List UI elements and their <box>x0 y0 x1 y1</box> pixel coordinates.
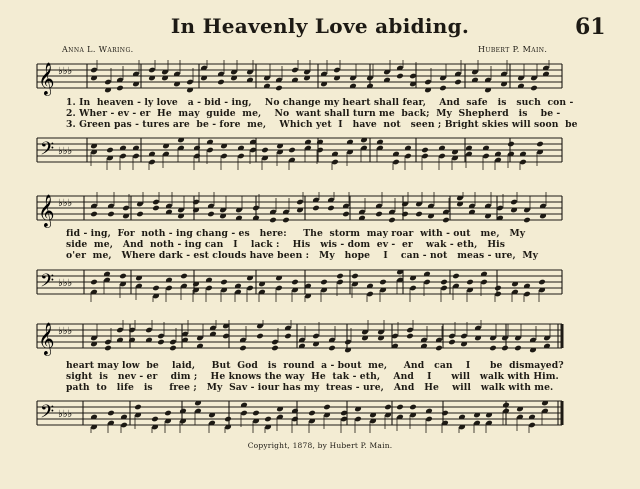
composer-credit: Hubert P. Main. <box>478 45 548 54</box>
treble-staff <box>0 320 640 356</box>
bass-staff <box>0 266 640 302</box>
lyric-line-2-3: o'er me, Where dark - est clouds have been : My hope I can - not meas - ure, My <box>66 250 539 261</box>
page-number: 61 <box>575 14 606 40</box>
lyric-line-1-1: 1. In heaven - ly love a - bid - ing, No change my heart shall fear, And safe is such con - <box>66 97 574 108</box>
key-signature: ♭♭♭ <box>58 409 73 420</box>
bass-clef-icon: 𝄢 <box>40 402 55 427</box>
key-signature: ♭♭♭ <box>58 278 73 289</box>
bass-staff <box>0 134 640 170</box>
lyric-line-3-3: path to life is free ; My Sav - iour has my treas - ure, And He will walk with me. <box>66 382 554 393</box>
treble-staff <box>0 192 640 228</box>
bass-clef-icon: 𝄢 <box>40 139 55 164</box>
bass-clef-icon: 𝄢 <box>40 271 55 296</box>
key-signature: ♭♭♭ <box>58 326 73 337</box>
lyricist-credit: Anna L. Waring. <box>62 45 134 54</box>
bass-staff <box>0 397 640 433</box>
key-signature: ♭♭♭ <box>58 198 73 209</box>
lyric-line-3-1: heart may low be laid, But God is round a - bout me, And can I be dismayed? <box>66 360 564 371</box>
key-signature: ♭♭♭ <box>58 146 73 157</box>
lyric-line-2-1: fid - ing, For noth - ing chang - es here: The storm may roar with - out me, My <box>66 228 526 239</box>
treble-staff <box>0 60 640 96</box>
hymn-title: In Heavenly Love abiding. <box>170 14 470 38</box>
copyright-notice: Copyright, 1878, by Hubert P. Main. <box>247 441 393 450</box>
treble-clef-icon: 𝄞 <box>38 62 55 95</box>
lyric-line-1-3: 3. Green pas - tures are be - fore me, Which yet I have not seen ; Bright skies will soon be <box>66 119 578 130</box>
key-signature: ♭♭♭ <box>58 66 73 77</box>
lyric-line-3-2: sight is nev - er dim ; He knows the way He tak - eth, And I will walk with Him. <box>66 371 559 382</box>
lyric-line-2-2: side me, And noth - ing can I lack : His wis - dom ev - er wak - eth, His <box>66 239 505 250</box>
treble-clef-icon: 𝄞 <box>38 194 55 227</box>
lyric-line-1-2: 2. Wher - ev - er He may guide me, No want shall turn me back; My Shepherd is be - <box>66 108 561 119</box>
treble-clef-icon: 𝄞 <box>38 322 55 355</box>
